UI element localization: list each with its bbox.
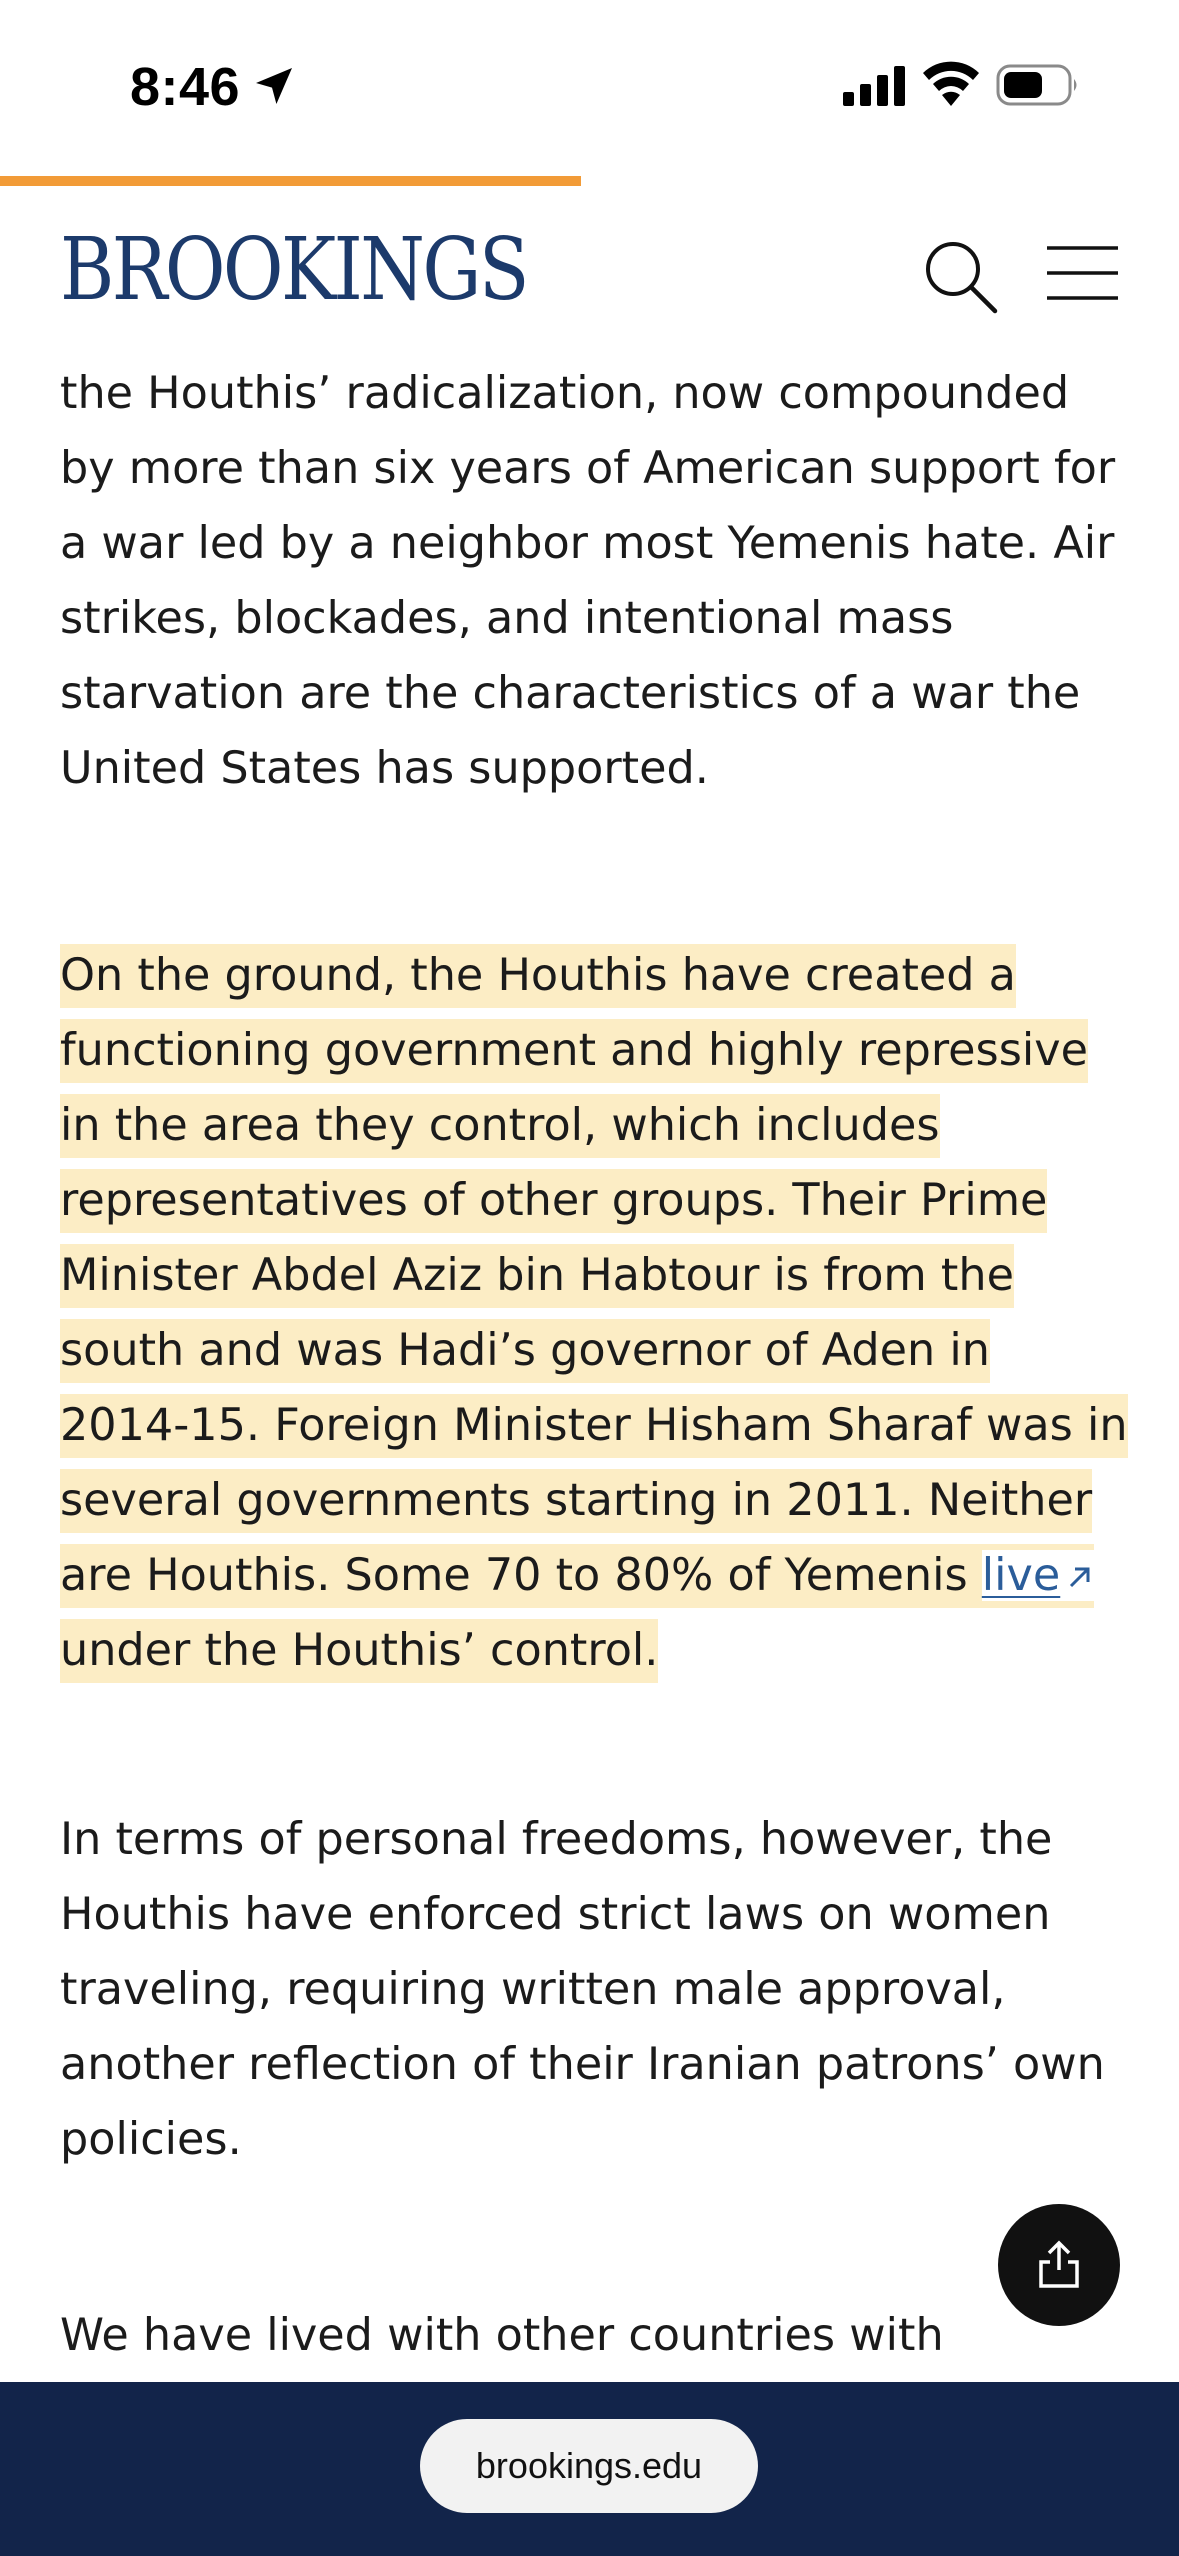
search-icon[interactable] — [920, 236, 1000, 316]
reading-progress-bar — [0, 176, 1179, 186]
location-arrow-icon — [250, 62, 298, 110]
article-paragraph: the Houthis’ radicalization, now compounded by more than six years of American support for a war led by a neighbor most Yemenis hate. Air strikes, blockades, and intentional mass starvation are the characteristics of a war the United States has supported. — [60, 368, 1116, 794]
share-icon — [1035, 2240, 1083, 2290]
highlighted-text — [60, 944, 1128, 1683]
menu-icon[interactable] — [1045, 242, 1120, 304]
reading-progress-fill — [0, 176, 581, 186]
browser-bottom-bar — [0, 2382, 1179, 2556]
live-link-text[interactable]: live — [981, 1550, 1061, 1601]
live-link[interactable] — [982, 1550, 1094, 1601]
share-button[interactable] — [998, 2204, 1120, 2326]
external-link-icon — [1064, 1562, 1094, 1592]
brookings-logo[interactable]: BROOKINGS — [60, 220, 528, 320]
wifi-icon — [922, 60, 980, 106]
article-paragraph: In terms of personal freedoms, however, the Houthis have enforced strict laws on women traveling, requiring written male approval, another reflection of their Iranian patrons’ own policies. — [60, 1814, 1105, 2165]
article-paragraph-highlighted — [60, 938, 1130, 1688]
paragraph-text: under the Houthis’ control. — [60, 1625, 659, 1676]
battery-icon — [996, 64, 1080, 106]
address-bar-url[interactable]: brookings.edu — [475, 2445, 703, 2486]
status-time: 8:46 — [130, 57, 241, 117]
address-bar[interactable] — [420, 2419, 758, 2513]
status-bar — [0, 0, 1179, 176]
paragraph-text: On the ground, the Houthis have created a functioning government and highly repressive in the area they control, which includes representatives of other groups. Their Prime Minister Abdel Aziz bin Habtour is from the south and was Hadi’s governor of Aden in 2014-15. Foreign Minister Hisham Sharaf was in several governments starting in 2011. Neither are Houthis. Some 70 to 80% of Yemenis — [60, 950, 1128, 1601]
site-header — [0, 186, 1179, 356]
signal-icon — [843, 66, 905, 106]
article-paragraph: We have lived with other countries with — [60, 2310, 944, 2361]
